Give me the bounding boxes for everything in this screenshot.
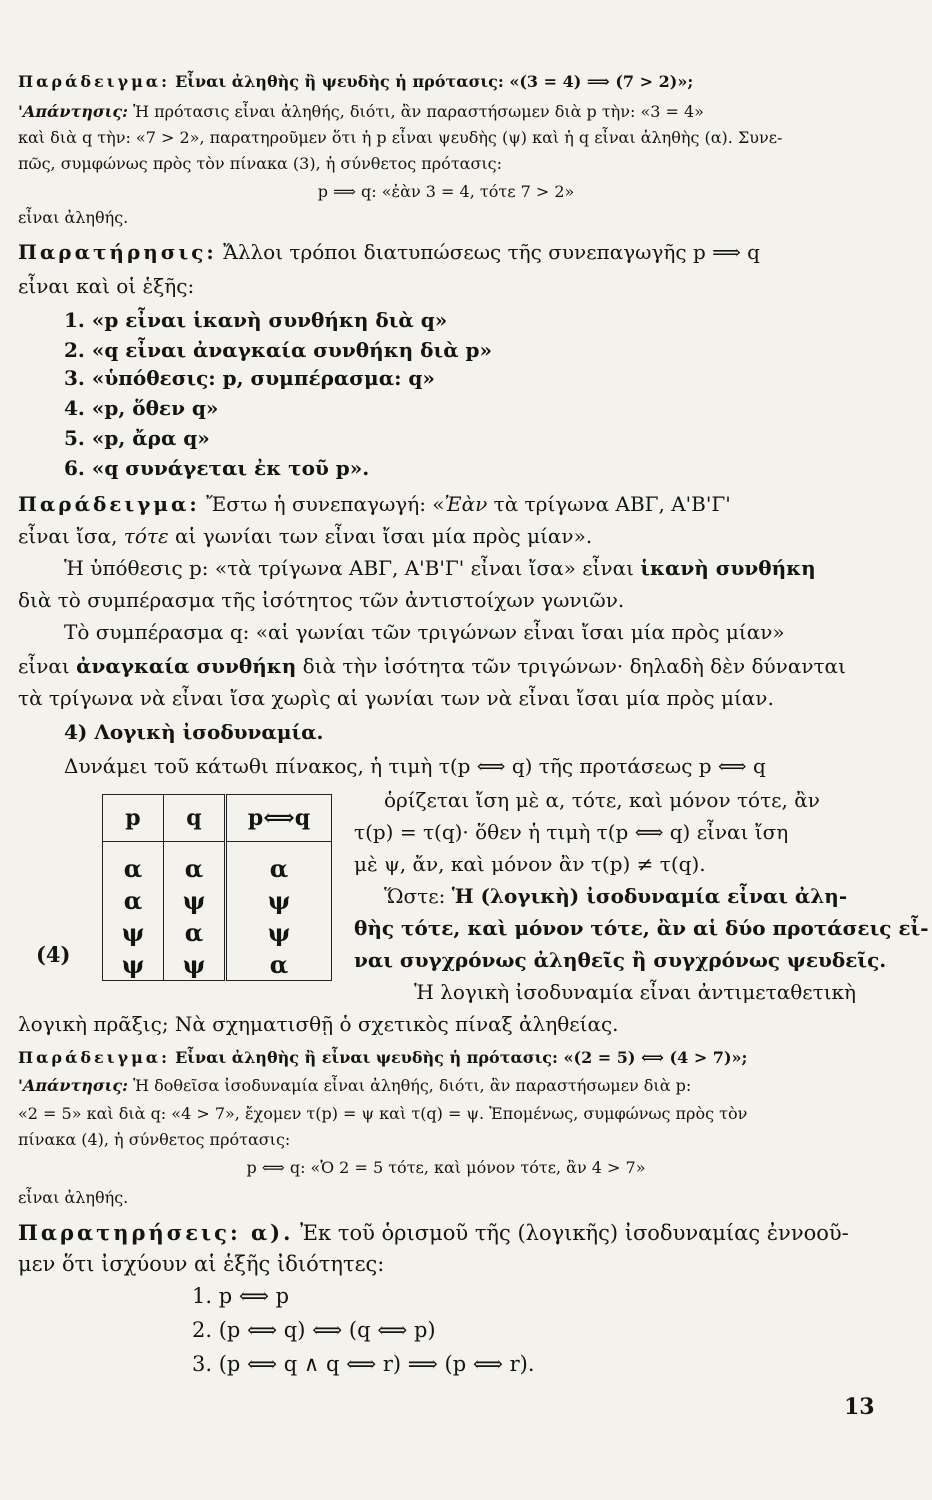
example-1-answer-line-3: πῶς, συμφώνως πρὸς τὸν πίνακα (3), ἡ σύνθετος πρότασις:	[18, 154, 503, 173]
example-2-text-1c: τὰ τρίγωνα ΑΒΓ, Α'Β'Γ'	[487, 492, 731, 516]
cell: α	[103, 842, 164, 885]
table-4-label: (4)	[36, 942, 71, 967]
cell: α	[103, 884, 164, 916]
example-1-heading: Παράδειγμα:	[18, 72, 171, 91]
example-3-answer-text-1: Ἡ δοθεῖσα ἰσοδυναμία εἶναι ἀληθής, διότι, ἂν παραστήσωμεν διὰ p:	[133, 1076, 692, 1095]
header-q: q	[164, 795, 226, 842]
observation-1-item-5: 5. «p, ἄρα q»	[64, 426, 210, 450]
example-1-formula: p ⟹ q: «ἐὰν 3 = 4, τότε 7 > 2»	[317, 182, 575, 201]
section-4-title: 4) Λογικὴ ἰσοδυναμία.	[64, 720, 324, 744]
section-4-right-2: τ(p) = τ(q)· ὅθεν ἡ τιμὴ τ(p ⟺ q) εἶναι ἴση	[354, 820, 789, 844]
cell: α	[164, 842, 226, 885]
example-2-line-2	[18, 526, 592, 546]
observation-2-text-1: Ἐκ τοῦ ὁρισμοῦ τῆς (λογικῆς) ἰσοδυναμίας ἐννοοῦ-	[300, 1221, 849, 1245]
example-2-line-4: διὰ τὸ συμπέρασμα τῆς ἰσότητος τῶν ἀντιστοίχων γωνιῶν.	[18, 588, 625, 612]
example-1-conclusion: εἶναι ἀληθής.	[18, 208, 129, 227]
table-row	[103, 842, 332, 885]
example-3-answer-line-2: «2 = 5» καὶ διὰ q: «4 > 7», ἔχομεν τ(p) = ψ καὶ τ(q) = ψ. Ἑπομένως, συμφώνως πρὸς τὸν	[18, 1104, 748, 1123]
header-p-iff-q: p⟺q	[226, 795, 332, 842]
cell: ψ	[267, 917, 291, 947]
section-4-line-1: Δυνάμει τοῦ κάτωθι πίνακος, ἡ τιμὴ τ(p ⟺ q) τῆς προτάσεως p ⟺ q	[64, 754, 766, 778]
example-2-text-6a: εἶναι	[18, 654, 77, 678]
example-3-question	[18, 1050, 747, 1066]
example-3-formula: p ⟺ q: «Ὁ 2 = 5 τότε, καὶ μόνον τότε, ἂν 4 > 7»	[246, 1158, 646, 1177]
example-2-text-2a: εἶναι ἴσα,	[18, 524, 124, 548]
example-3-text: Εἶναι ἀληθὴς ἢ εἶναι ψευδὴς ἡ πρότασις: «(2 = 5) ⟺ (4 > 7)»;	[175, 1048, 748, 1067]
observation-2-item-2: 2. (p ⟺ q) ⟺ (q ⟺ p)	[192, 1318, 436, 1342]
observation-1-item-3: 3. «ὑπόθεσις: p, συμπέρασμα: q»	[64, 366, 435, 390]
example-2-line-7: τὰ τρίγωνα νὰ εἶναι ἴσα χωρὶς αἱ γωνίαι των νὰ εἶναι ἴσαι μία πρὸς μίαν.	[18, 686, 774, 710]
section-4-line-9: λογικὴ πρᾶξις; Νὰ σχηματισθῇ ὁ σχετικὸς πίναξ ἀληθείας.	[18, 1012, 619, 1036]
example-2-line-5: Τὸ συμπέρασμα q: «αἱ γωνίαι τῶν τριγώνων εἶναι ἴσαι μία πρὸς μίαν»	[64, 620, 785, 644]
example-3-answer-label: 'Απάντησις:	[18, 1076, 129, 1095]
table-row	[103, 916, 332, 948]
observation-1-text-1: Ἄλλοι τρόποι διατυπώσεως τῆς συνεπαγωγῆς p ⟹ q	[223, 240, 760, 264]
example-3-conclusion: εἶναι ἀληθής.	[18, 1188, 129, 1207]
example-2-line-3	[64, 558, 816, 578]
example-3-heading: Παράδειγμα:	[18, 1048, 171, 1067]
observation-2-line-2: μεν ὅτι ἰσχύουν αἱ ἑξῆς ἰδιότητες:	[18, 1252, 385, 1276]
cell: α	[164, 916, 226, 948]
example-1-answer-line-2: καὶ διὰ q τὴν: «7 > 2», παρατηροῦμεν ὅτι ἡ p εἶναι ψευδὴς (ψ) καὶ ἡ q εἶναι ἀληθὴς (α). Συνε-	[18, 128, 783, 147]
section-4-right-5: θὴς τότε, καὶ μόνον τότε, ἂν αἱ δύο προτάσεις εἶ-	[354, 916, 929, 940]
cell: ψ	[164, 948, 226, 981]
cell: α	[269, 853, 289, 883]
observation-2-heading: Παρατηρήσεις: α).	[18, 1220, 294, 1245]
page-number: 13	[844, 1394, 875, 1420]
table-row	[103, 884, 332, 916]
cell: α	[269, 949, 289, 979]
example-2-text-2c: αἱ γωνίαι των εἶναι ἴσαι μία πρὸς μίαν».	[168, 524, 593, 548]
cell: ψ	[267, 885, 291, 915]
example-2-line-6	[18, 656, 846, 676]
example-2-heading: Παράδειγμα:	[18, 492, 200, 516]
observation-1-item-1: 1. «p εἶναι ἱκανὴ συνθήκη διὰ q»	[64, 308, 448, 332]
section-4-right-1: ὁρίζεται ἴση μὲ α, τότε, καὶ μόνον τότε, ἂν	[384, 788, 820, 812]
example-2-text-6c: διὰ τὴν ἰσότητα τῶν τριγώνων· δηλαδὴ δὲν δύνανται	[296, 654, 846, 678]
example-2-text-3a: Ἡ ὑπόθεσις p: «τὰ τρίγωνα ΑΒΓ, Α'Β'Γ' εἶναι ἴσα» εἶναι	[64, 556, 641, 580]
cell: ψ	[103, 948, 164, 981]
example-3-answer-line-1	[18, 1078, 691, 1094]
example-1-text: Εἶναι ἀληθὴς ἢ ψευδὴς ἡ πρότασις: «(3 = 4) ⟹ (7 > 2)»;	[175, 72, 694, 91]
section-4-right-4b: Ἡ (λογικὴ) ἰσοδυναμία εἶναι ἀλη-	[451, 884, 848, 908]
example-2-text-2b: τότε	[123, 524, 169, 548]
observation-2-item-1: 1. p ⟺ p	[192, 1284, 290, 1308]
table-row	[103, 948, 332, 981]
cell: ψ	[164, 884, 226, 916]
header-p: p	[103, 795, 164, 842]
observation-1-item-4: 4. «p, ὅθεν q»	[64, 396, 219, 420]
example-1-answer-text-1: Ἡ πρότασις εἶναι ἀληθής, διότι, ἂν παραστήσωμεν διὰ p τὴν: «3 = 4»	[133, 102, 704, 121]
section-4-right-7: Ἡ λογικὴ ἰσοδυναμία εἶναι ἀντιμεταθετικὴ	[414, 980, 857, 1004]
section-4-right-4	[384, 886, 847, 906]
example-2-line-1	[18, 494, 731, 514]
observation-2-item-3: 3. (p ⟺ q ∧ q ⟺ r) ⟹ (p ⟺ r).	[192, 1352, 535, 1376]
cell: ψ	[103, 916, 164, 948]
example-2-text-6b: ἀναγκαία συνθήκη	[76, 654, 297, 678]
truth-table-4	[102, 794, 332, 981]
observation-1-line-1	[18, 242, 760, 262]
table-header-row	[103, 795, 332, 842]
observation-2-line-1	[18, 1222, 849, 1244]
example-1-question	[18, 74, 693, 90]
example-2-text-1a: Ἔστω ἡ συνεπαγωγή: «	[206, 492, 445, 516]
example-3-answer-line-3: πίνακα (4), ἡ σύνθετος πρότασις:	[18, 1130, 291, 1149]
section-4-right-4a: Ὥστε:	[384, 884, 452, 908]
example-1-answer-label: 'Απάντησις:	[18, 102, 129, 121]
section-4-right-6: ναι συγχρόνως ἀληθεῖς ἢ συγχρόνως ψευδεῖς.	[354, 948, 887, 972]
example-2-text-1b: Ἐὰν	[444, 492, 488, 516]
observation-1-heading: Παρατήρησις:	[18, 240, 217, 264]
observation-1-line-2: εἶναι καὶ οἱ ἑξῆς:	[18, 274, 195, 298]
observation-1-item-6: 6. «q συνάγεται ἐκ τοῦ p».	[64, 456, 370, 480]
example-1-answer-line-1	[18, 104, 704, 120]
example-2-text-3b: ἱκανὴ συνθήκη	[640, 556, 816, 580]
section-4-right-3: μὲ ψ, ἄν, καὶ μόνον ἂν τ(p) ≠ τ(q).	[354, 852, 706, 876]
observation-1-item-2: 2. «q εἶναι ἀναγκαία συνθήκη διὰ p»	[64, 338, 493, 362]
